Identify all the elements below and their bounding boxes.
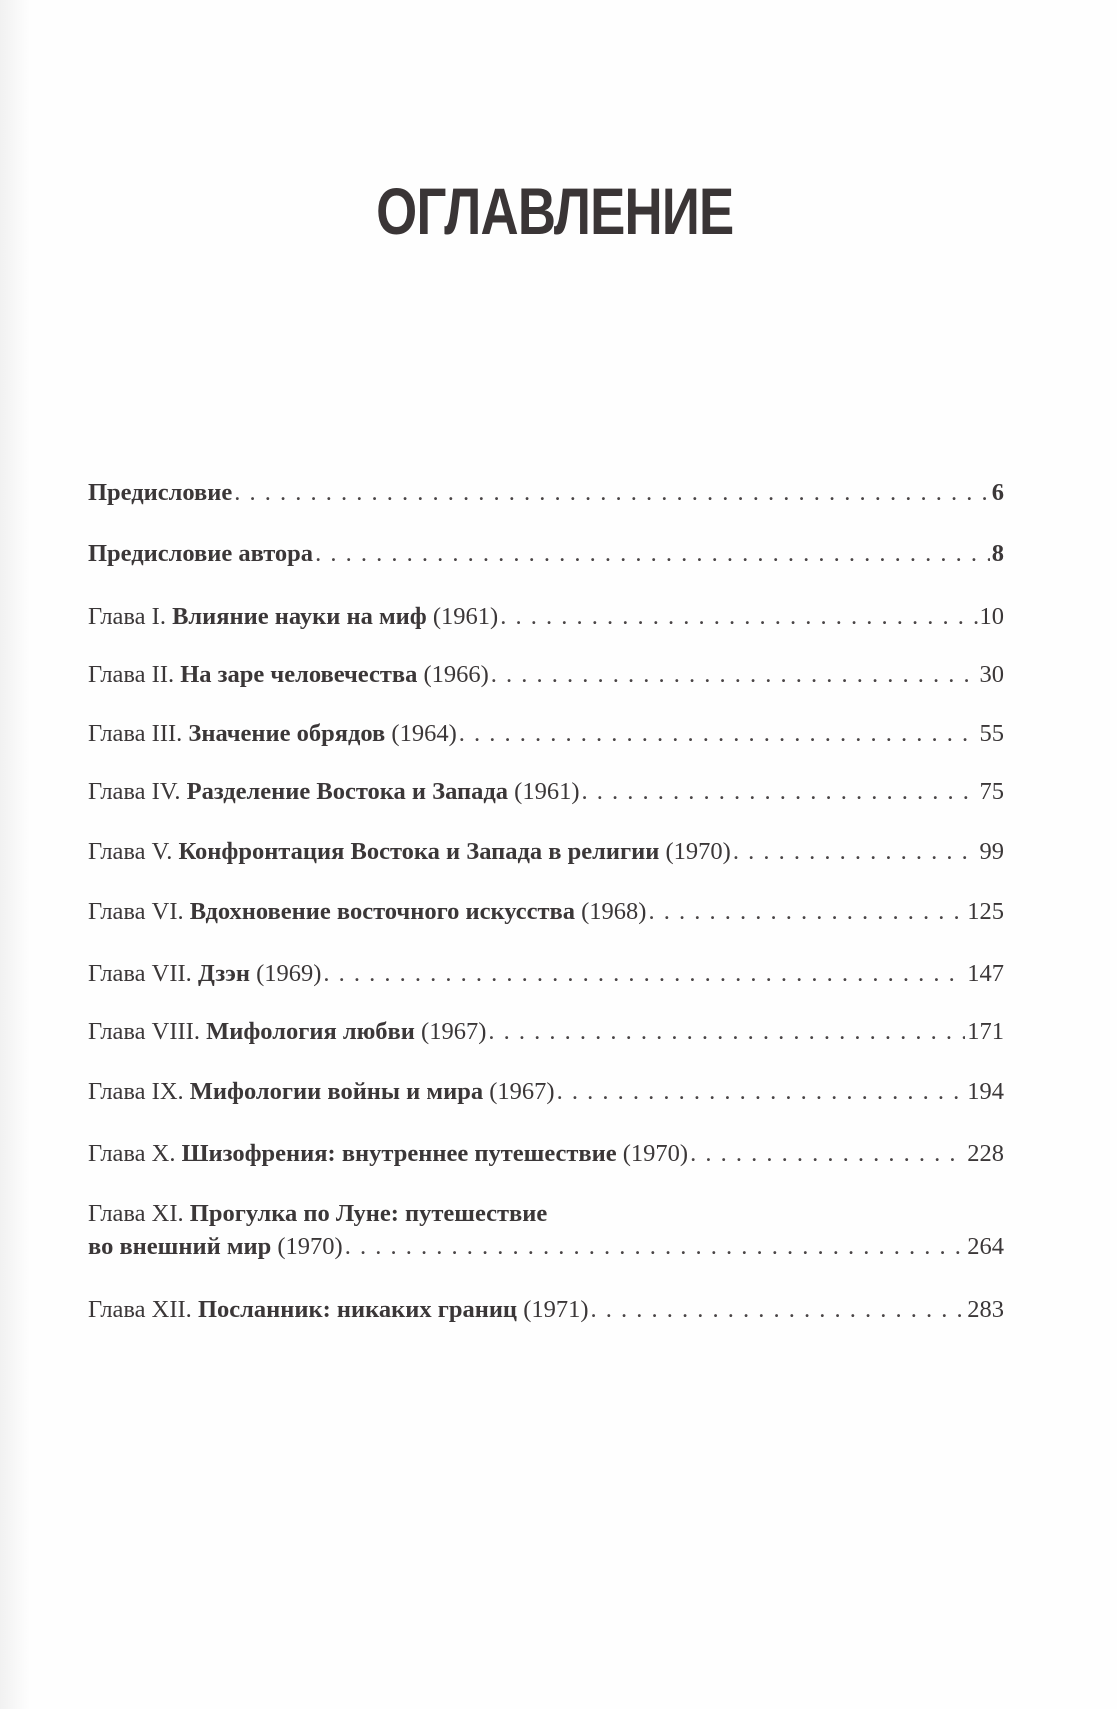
chapter-year: (1964)	[391, 720, 457, 747]
dot-leader	[491, 660, 978, 690]
toc-entry-label	[88, 1295, 589, 1325]
toc-entry-label	[88, 1077, 555, 1107]
toc-entry-chapter-4[interactable]	[88, 777, 1004, 807]
toc-entry-label	[88, 602, 498, 632]
toc-page-number: 125	[967, 898, 1004, 925]
page-gutter-shade	[0, 0, 30, 1709]
dot-leader	[323, 959, 965, 989]
chapter-title: Шизофрения: внутреннее путешествие	[181, 1140, 617, 1167]
toc-entry-label	[88, 660, 489, 690]
chapter-year: (1967)	[489, 1078, 555, 1105]
chapter-year: (1970)	[277, 1233, 343, 1260]
toc-entry-chapter-5[interactable]	[88, 837, 1004, 867]
dot-leader	[500, 602, 977, 632]
page-title: ОГЛАВЛЕНИЕ	[376, 174, 734, 248]
dot-leader	[345, 1232, 966, 1262]
dot-leader	[234, 478, 990, 508]
toc-page-number: 99	[979, 838, 1004, 865]
dot-leader	[488, 1017, 965, 1047]
toc-page-number: 264	[967, 1233, 1004, 1260]
chapter-title-line-2: во внешний мир	[88, 1233, 272, 1260]
chapter-title: Мифология любви	[206, 1018, 415, 1045]
toc-page-number: 283	[967, 1296, 1004, 1323]
chapter-title: Влияние науки на миф	[172, 603, 427, 630]
toc-page-number: 30	[979, 661, 1004, 688]
chapter-title: Разделение Востока и Запада	[186, 778, 509, 805]
toc-page-number: 6	[991, 479, 1004, 506]
chapter-number: Глава IX.	[88, 1078, 184, 1105]
chapter-year: (1961)	[432, 603, 499, 630]
toc-entry-label	[88, 1232, 343, 1262]
chapter-year: (1968)	[581, 898, 647, 925]
chapter-title: Дзэн	[197, 960, 250, 987]
chapter-year: (1971)	[523, 1296, 589, 1323]
toc-page-number: 147	[967, 960, 1004, 987]
chapter-number: Глава VII.	[88, 960, 192, 987]
toc-entry-author-preface[interactable]	[88, 539, 1004, 569]
toc-page-number: 55	[979, 720, 1004, 747]
toc-entry-label-line-2	[88, 1232, 1004, 1262]
toc-entry-preface[interactable]	[88, 478, 1004, 508]
chapter-number: Глава VI.	[88, 898, 184, 925]
toc-entry-chapter-8[interactable]	[88, 1017, 1004, 1047]
toc-page-number: 228	[967, 1140, 1004, 1167]
dot-leader	[459, 719, 978, 749]
chapter-number: Глава IV.	[88, 778, 181, 805]
toc-entry-label	[88, 1139, 688, 1169]
chapter-title: Вдохновение восточного искусства	[189, 898, 575, 925]
chapter-number: Глава XI.	[88, 1200, 184, 1227]
chapter-title: Посланник: никаких границ	[197, 1296, 518, 1323]
toc-entry-label	[88, 777, 579, 807]
dot-leader	[591, 1295, 966, 1325]
toc-entry-label: Предисловие автора	[88, 540, 314, 567]
toc-page-number: 194	[967, 1078, 1004, 1105]
toc-entry-chapter-2[interactable]	[88, 660, 1004, 690]
toc-entry-chapter-6[interactable]	[88, 897, 1004, 927]
toc-entry-chapter-1[interactable]	[88, 602, 1004, 632]
chapter-year: (1966)	[423, 661, 489, 688]
toc-entry-label-line-1	[88, 1199, 1004, 1229]
toc-entry-chapter-3[interactable]	[88, 719, 1004, 749]
toc-entry-chapter-10[interactable]	[88, 1139, 1004, 1169]
chapter-year: (1969)	[256, 960, 322, 987]
chapter-number: Глава V.	[88, 838, 173, 865]
toc-entry-chapter-12[interactable]	[88, 1295, 1004, 1325]
chapter-number: Глава XII.	[88, 1296, 192, 1323]
toc-entry-label	[88, 1017, 486, 1047]
dot-leader	[315, 539, 990, 569]
dot-leader	[690, 1139, 965, 1169]
dot-leader	[557, 1077, 966, 1107]
chapter-number: Глава I.	[88, 603, 166, 630]
dot-leader	[733, 837, 978, 867]
dot-leader	[648, 897, 965, 927]
toc-entry-chapter-7[interactable]	[88, 959, 1004, 989]
toc-page-number: 10	[979, 603, 1004, 630]
toc-page-number: 171	[967, 1018, 1004, 1045]
chapter-title: На заре человечества	[180, 661, 418, 688]
toc-page-number: 75	[979, 778, 1004, 805]
chapter-title: Значение обрядов	[188, 720, 386, 747]
chapter-number: Глава II.	[88, 661, 175, 688]
toc-entry-chapter-9[interactable]	[88, 1077, 1004, 1107]
toc-entry-label	[88, 959, 321, 989]
toc-entry-label	[88, 837, 731, 867]
toc-entry-chapter-11[interactable]	[88, 1199, 1004, 1262]
chapter-number: Глава X.	[88, 1140, 176, 1167]
chapter-title: Конфронтация Востока и Запада в религии	[178, 838, 660, 865]
toc-entry-label	[88, 719, 457, 749]
chapter-year: (1961)	[514, 778, 580, 805]
chapter-year: (1970)	[665, 838, 731, 865]
chapter-year: (1970)	[622, 1140, 689, 1167]
chapter-number: Глава VIII.	[88, 1018, 200, 1045]
chapter-year: (1967)	[421, 1018, 487, 1045]
toc-page-number: 8	[991, 540, 1004, 567]
chapter-title-line-1: Прогулка по Луне: путешествие	[189, 1200, 548, 1227]
toc-entry-label: Предисловие	[88, 479, 233, 506]
chapter-number: Глава III.	[88, 720, 183, 747]
chapter-title: Мифологии войны и мира	[189, 1078, 484, 1105]
dot-leader	[581, 777, 977, 807]
toc-entry-label	[88, 897, 646, 927]
